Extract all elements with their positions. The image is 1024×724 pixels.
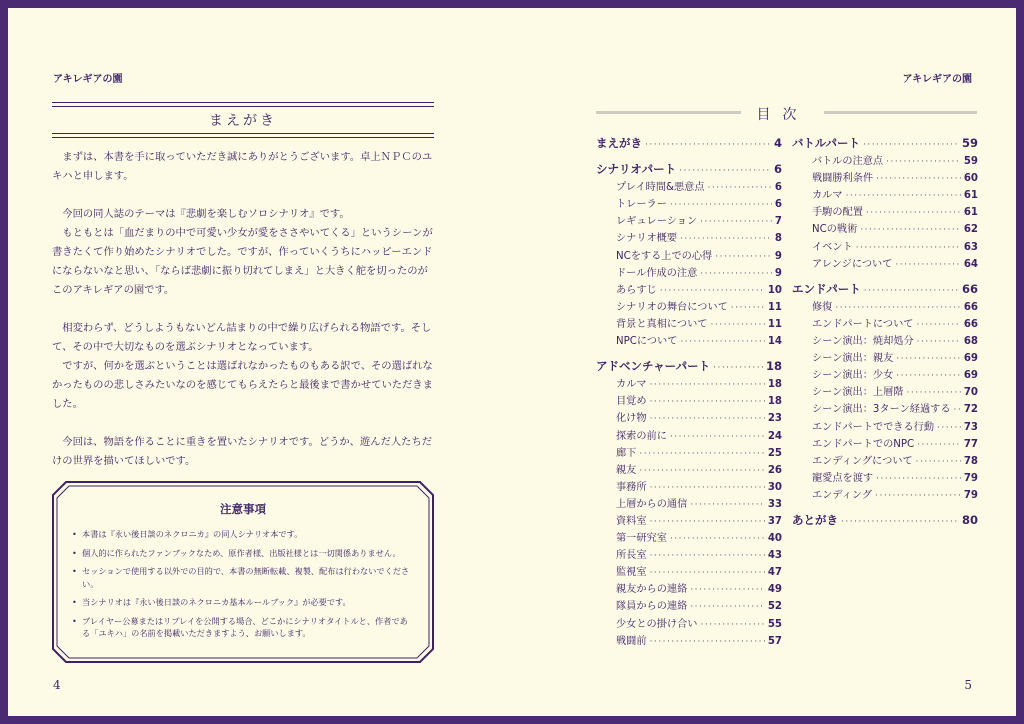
- toc-spacer: [792, 272, 978, 281]
- toc-entry-title: シーン演出：少女: [812, 370, 894, 382]
- toc-leader-dots: [937, 423, 961, 433]
- toc-entry-page: 79: [963, 472, 978, 484]
- toc-subsection-entry[interactable]: [792, 315, 978, 332]
- toc-subsection-entry[interactable]: [596, 427, 782, 444]
- preface-paragraph: もともとは「血だまりの中で可愛い少女が愛をささやいてくる」というシーンが書きたくて作り始めたシナリオでした。ですが、作っていくうちにハッピーエンドにならないなと思い、「ならば悲劇に振り切れてしまえ」と大きく舵を切ったのがこのアキレギアの園です。: [52, 227, 433, 296]
- toc-section-entry[interactable]: [596, 135, 782, 152]
- toc-entry-page: 18: [767, 396, 782, 408]
- toc-leader-dots: [876, 474, 961, 484]
- toc-entry-title: 事務所: [616, 481, 647, 493]
- toc-entry-title: プレイ時間&悪意点: [616, 182, 705, 194]
- toc-leader-dots: [670, 534, 765, 544]
- toc-entry-title: 化け物: [616, 413, 647, 425]
- toc-entry-title: 修復: [812, 301, 833, 313]
- toc-entry-title: エンドパートでできる行動: [812, 421, 935, 433]
- toc-entry-title: NCをする上での心得: [616, 250, 713, 262]
- toc-entry-title: シーン演出：焼却処分: [812, 336, 914, 348]
- toc-subsection-entry[interactable]: [596, 212, 782, 229]
- toc-entry-page: 52: [767, 601, 782, 613]
- toc-entry-page: 80: [961, 512, 978, 527]
- toc-subsection-entry[interactable]: [596, 229, 782, 246]
- toc-entry-title: エンディングについて: [812, 455, 913, 467]
- toc-subsection-entry[interactable]: [596, 298, 782, 315]
- preface-title: まえがき: [209, 113, 277, 129]
- toc-entry-page: 18: [767, 379, 782, 391]
- toc-entry-title: エンディング: [812, 489, 873, 501]
- notice-item: • プレイヤー公募またはリプレイを公開する場合、どこかにシナリオタイトルと、作者である「ユキハ」の名前を掲載いただきますよう、お願いします。: [70, 615, 414, 640]
- toc-entry-page: 60: [963, 173, 978, 185]
- toc-entry-title: NPCについて: [616, 336, 678, 348]
- toc-subsection-entry[interactable]: [792, 255, 978, 272]
- toc-leader-dots: [679, 166, 771, 176]
- toc-entry-title: シーン演出：親友: [812, 353, 894, 365]
- toc-entry-page: 18: [765, 359, 782, 374]
- toc-subsection-entry[interactable]: [596, 178, 782, 195]
- toc-spacer: [596, 349, 782, 358]
- toc-leader-dots: [650, 397, 765, 407]
- toc-subsection-entry[interactable]: [792, 435, 978, 452]
- toc-entry-page: 7: [774, 216, 782, 228]
- toc-subsection-entry[interactable]: [596, 632, 782, 649]
- toc-leader-dots: [690, 500, 765, 510]
- toc-entry-page: 26: [767, 464, 782, 476]
- toc-subsection-entry[interactable]: [792, 152, 978, 169]
- running-head-right: アキレギアの園: [902, 74, 972, 85]
- preface-paragraph: まずは、本書を手に取っていただき誠にありがとうございます。卓上ＮＰＣのユキハと申します。: [52, 151, 433, 182]
- toc-entry-page: 37: [767, 515, 782, 527]
- toc-leader-dots: [660, 286, 765, 296]
- toc-subsection-entry[interactable]: [596, 281, 782, 298]
- toc-leader-dots: [690, 602, 765, 612]
- toc-entry-page: 64: [963, 258, 978, 270]
- toc-entry-page: 69: [963, 353, 978, 365]
- page-number-left: 4: [53, 678, 61, 692]
- toc-leader-dots: [650, 414, 765, 424]
- toc-subsection-entry[interactable]: [596, 315, 782, 332]
- toc-spacer: [596, 152, 782, 161]
- toc-subsection-entry[interactable]: [596, 478, 782, 495]
- toc-entry-page: 68: [963, 336, 978, 348]
- toc-entry-title: カルマ: [812, 190, 843, 202]
- toc-subsection-entry[interactable]: [792, 452, 978, 469]
- left-page: [8, 8, 512, 716]
- toc-entry-title: 少女との掛け合い: [616, 618, 698, 630]
- toc-entry-page: 61: [963, 207, 978, 219]
- toc-subsection-entry[interactable]: [792, 486, 978, 503]
- toc-subsection-entry[interactable]: [596, 546, 782, 563]
- toc-entry-page: 79: [963, 489, 978, 501]
- toc-entry-page: 66: [963, 318, 978, 330]
- toc-subsection-entry[interactable]: [596, 444, 782, 461]
- toc-entry-title: カルマ: [616, 379, 647, 391]
- toc-entry-title: 監視室: [616, 567, 647, 579]
- notice-list: [70, 528, 414, 646]
- toc-entry-page: 47: [767, 567, 782, 579]
- toc-leader-dots: [841, 517, 959, 527]
- toc-entry-page: 9: [774, 267, 782, 279]
- paragraph-gap: [52, 186, 438, 205]
- toc-leader-dots: [650, 517, 765, 527]
- toc-leader-dots: [680, 234, 772, 244]
- toc-leader-dots: [896, 354, 961, 364]
- toc-entry-title: 探索の前に: [616, 430, 667, 442]
- toc-leader-dots: [650, 551, 765, 561]
- toc-entry-page: 4: [773, 136, 782, 150]
- toc-entry-page: 63: [963, 241, 978, 253]
- toc-subsection-entry[interactable]: [596, 332, 782, 349]
- toc-subsection-entry[interactable]: [596, 392, 782, 409]
- toc-leader-dots: [917, 337, 961, 347]
- toc-entry-page: 8: [774, 233, 782, 245]
- toc-section-entry[interactable]: [792, 135, 978, 152]
- toc-entry-title: 寵愛点を渡す: [812, 472, 874, 484]
- toc-entry-title: エンドパートについて: [812, 318, 914, 330]
- toc-leader-dots: [700, 217, 772, 227]
- toc-entry-page: 59: [961, 136, 978, 150]
- toc-leader-dots: [700, 269, 772, 279]
- toc-leader-dots: [645, 140, 771, 150]
- toc-leader-dots: [916, 320, 960, 330]
- toc-entry-title: アレンジについて: [812, 258, 893, 270]
- toc-subsection-entry[interactable]: [792, 203, 978, 220]
- toc-subsection-entry[interactable]: [596, 615, 782, 632]
- toc-entry-title: バトルの注意点: [812, 156, 884, 168]
- toc-leader-dots: [835, 303, 960, 313]
- preface-paragraph: ですが、何かを選ぶということは選ばれなかったものもある訳で、その選ばれなかったものの悲しさみたいなのを感じてもらえたらと最後まで書かせていただきました。: [52, 360, 433, 410]
- toc-column-1: [596, 135, 782, 649]
- toc-entry-page: 25: [767, 447, 782, 459]
- toc-entry-title: 上層からの通信: [616, 498, 688, 510]
- toc-subsection-entry[interactable]: [792, 238, 978, 255]
- toc-entry-title: シーン演出：上層階: [812, 387, 904, 399]
- notice-title: 注意事項: [220, 502, 266, 516]
- toc-leader-dots: [650, 637, 765, 647]
- toc-entry-page: 66: [963, 301, 978, 313]
- toc-subsection-entry[interactable]: [792, 469, 978, 486]
- paragraph-gap: [52, 414, 438, 433]
- toc-subsection-entry[interactable]: [596, 580, 782, 597]
- toc-entry-page: 62: [963, 224, 978, 236]
- right-page: [512, 8, 1016, 716]
- toc-section-entry[interactable]: [792, 512, 978, 529]
- toc-entry-page: 9: [774, 250, 782, 262]
- running-head-left: アキレギアの園: [53, 74, 123, 85]
- notice-item: • セッションで使用する以外での目的で、本書の無断転載、複製、配布は行わないでください。: [70, 565, 414, 590]
- toc-leader-dots: [650, 380, 765, 390]
- toc-leader-dots: [863, 140, 959, 150]
- toc-entry-page: 55: [767, 618, 782, 630]
- toc-entry-title: シナリオ概要: [616, 233, 678, 245]
- toc-entry-title: あとがき: [792, 512, 838, 527]
- toc-entry-page: 6: [773, 162, 782, 177]
- toc-leader-dots: [876, 174, 961, 184]
- toc-leader-dots: [690, 585, 765, 595]
- toc-subsection-entry[interactable]: [792, 332, 978, 349]
- toc-leader-dots: [860, 225, 961, 235]
- toc-entry-page: 11: [767, 318, 782, 330]
- toc-leader-dots: [917, 440, 961, 450]
- toc-entry-title: NCの戦術: [812, 224, 858, 236]
- toc-subsection-entry[interactable]: [596, 247, 782, 264]
- toc-entry-page: 14: [767, 336, 782, 348]
- toc-entry-title: 所長室: [616, 550, 647, 562]
- toc-leader-dots: [650, 483, 765, 493]
- toc-entry-page: 73: [963, 421, 978, 433]
- toc-subsection-entry[interactable]: [792, 169, 978, 186]
- toc-entry-title: トレーラー: [616, 199, 667, 211]
- paragraph-gap: [52, 300, 438, 319]
- toc-leader-dots: [713, 363, 763, 373]
- toc-leader-dots: [895, 260, 960, 270]
- toc-entry-title: エンドパート: [792, 281, 861, 296]
- toc-heading-rule-left: [596, 111, 741, 114]
- toc-subsection-entry[interactable]: [792, 400, 978, 417]
- preface-heading: [52, 102, 434, 138]
- toc-leader-dots: [856, 243, 961, 253]
- toc-leader-dots: [639, 466, 764, 476]
- toc-entry-title: 隊員からの連絡: [616, 601, 688, 613]
- toc-leader-dots: [670, 432, 765, 442]
- toc-leader-dots: [866, 208, 961, 218]
- toc-entry-title: 廊下: [616, 447, 637, 459]
- preface-paragraph: 今回は、物語を作ることに重きを置いたシナリオです。どうか、遊んだ人たちだけの世界を描いてほしいです。: [52, 436, 433, 467]
- toc-leader-dots: [639, 449, 764, 459]
- toc-entry-title: イベント: [812, 241, 853, 253]
- notice-item: • 当シナリオは『永い後日談のネクロニカ基本ルールブック』が必要です。: [70, 596, 414, 609]
- toc-entry-page: 40: [767, 533, 782, 545]
- toc-entry-page: 43: [767, 550, 782, 562]
- toc-entry-title: 戦闘前: [616, 635, 647, 647]
- toc-subsection-entry[interactable]: [596, 375, 782, 392]
- toc-subsection-entry[interactable]: [596, 495, 782, 512]
- toc-entry-title: バトルパート: [792, 136, 860, 150]
- toc-leader-dots: [715, 252, 772, 262]
- toc-entry-title: 手駒の配置: [812, 207, 863, 219]
- toc-entry-page: 70: [963, 387, 978, 399]
- toc-entry-page: 33: [767, 498, 782, 510]
- toc-entry-page: 49: [767, 584, 782, 596]
- toc-entry-title: 戦闘勝利条件: [812, 173, 874, 185]
- toc-entry-title: 背景と真相について: [616, 318, 708, 330]
- toc-leader-dots: [906, 388, 960, 398]
- notice-item: • 本書は『永い後日談のネクロニカ』の同人シナリオ本です。: [70, 528, 414, 541]
- toc-entry-title: ドール作成の注意: [616, 267, 698, 279]
- toc-entry-page: 61: [963, 190, 978, 202]
- toc-leader-dots: [916, 457, 961, 467]
- toc-subsection-entry[interactable]: [792, 186, 978, 203]
- toc-subsection-entry[interactable]: [792, 366, 978, 383]
- toc-leader-dots: [680, 337, 764, 347]
- toc-entry-title: まえがき: [596, 136, 642, 150]
- toc-entry-page: 66: [961, 281, 978, 296]
- toc-section-entry[interactable]: [596, 358, 782, 375]
- toc-subsection-entry[interactable]: [792, 298, 978, 315]
- toc-entry-page: 77: [963, 438, 978, 450]
- toc-entry-title: 資料室: [616, 515, 647, 527]
- toc-section-entry[interactable]: [792, 281, 978, 298]
- toc-entry-page: 69: [963, 370, 978, 382]
- toc-subsection-entry[interactable]: [596, 512, 782, 529]
- toc-heading-rule-right: [824, 111, 977, 114]
- toc-leader-dots: [670, 200, 772, 210]
- toc-subsection-entry[interactable]: [596, 461, 782, 478]
- toc-title: 目次: [756, 107, 809, 123]
- toc-entry-title: 第一研究室: [616, 533, 667, 545]
- book-spread: [8, 8, 1016, 716]
- page-number-right: 5: [964, 678, 972, 692]
- toc-subsection-entry[interactable]: [792, 383, 978, 400]
- toc-leader-dots: [846, 191, 961, 201]
- toc-entry-page: 24: [767, 430, 782, 442]
- toc-entry-title: シーン演出：3ターン経過する: [812, 404, 951, 416]
- toc-entry-page: 72: [963, 404, 978, 416]
- toc-entry-page: 6: [774, 182, 782, 194]
- toc-entry-page: 10: [767, 284, 782, 296]
- toc-entry-title: 親友からの連絡: [616, 584, 688, 596]
- toc-subsection-entry[interactable]: [596, 597, 782, 614]
- toc-entry-title: シナリオの舞台について: [616, 301, 728, 313]
- toc-subsection-entry[interactable]: [596, 409, 782, 426]
- toc-leader-dots: [896, 371, 961, 381]
- toc-entry-title: アドベンチャーパート: [596, 359, 711, 374]
- toc-entry-page: 57: [767, 635, 782, 647]
- toc-section-entry[interactable]: [596, 161, 782, 178]
- notice-box: [52, 481, 434, 663]
- toc-entry-page: 23: [767, 413, 782, 425]
- toc-subsection-entry[interactable]: [792, 220, 978, 237]
- toc-entry-title: レギュレーション: [616, 216, 698, 228]
- toc-entry-page: 6: [774, 199, 782, 211]
- toc-entry-title: あらすじ: [616, 284, 657, 296]
- toc-subsection-entry[interactable]: [792, 349, 978, 366]
- toc-entry-page: 78: [963, 455, 978, 467]
- toc-leader-dots: [650, 568, 765, 578]
- preface-body: [52, 148, 438, 471]
- toc-leader-dots: [731, 303, 765, 313]
- toc-subsection-entry[interactable]: [596, 264, 782, 281]
- toc-leader-dots: [886, 157, 961, 167]
- toc-entry-page: 59: [963, 156, 978, 168]
- toc-leader-dots: [954, 405, 961, 415]
- preface-paragraph: 今回の同人誌のテーマは『悲劇を楽しむソロシナリオ』です。: [62, 208, 350, 220]
- toc-entry-title: 親友: [616, 464, 637, 476]
- toc-entry-page: 11: [767, 301, 782, 313]
- preface-paragraph: 相変わらず、どうしようもないどん詰まりの中で繰り広げられる物語です。そして、その中で大切なものを選ぶシナリオとなっています。: [52, 322, 432, 353]
- toc-leader-dots: [710, 320, 764, 330]
- toc-subsection-entry[interactable]: [792, 418, 978, 435]
- toc-leader-dots: [708, 183, 772, 193]
- toc-entry-title: 目覚め: [616, 396, 647, 408]
- toc-subsection-entry[interactable]: [596, 195, 782, 212]
- toc-leader-dots: [875, 491, 961, 501]
- notice-item: • 個人的に作られたファンブックなため、原作者様、出版社様とは一切関係ありません。: [70, 547, 414, 560]
- toc-leader-dots: [701, 620, 765, 630]
- toc-entry-title: シナリオパート: [596, 162, 677, 177]
- toc-spacer: [792, 503, 978, 512]
- toc-leader-dots: [864, 286, 959, 296]
- toc-column-2: [792, 135, 978, 529]
- toc-subsection-entry[interactable]: [596, 563, 782, 580]
- toc-entry-page: 30: [767, 481, 782, 493]
- toc-subsection-entry[interactable]: [596, 529, 782, 546]
- toc-entry-title: エンドパートでのNPC: [812, 438, 915, 450]
